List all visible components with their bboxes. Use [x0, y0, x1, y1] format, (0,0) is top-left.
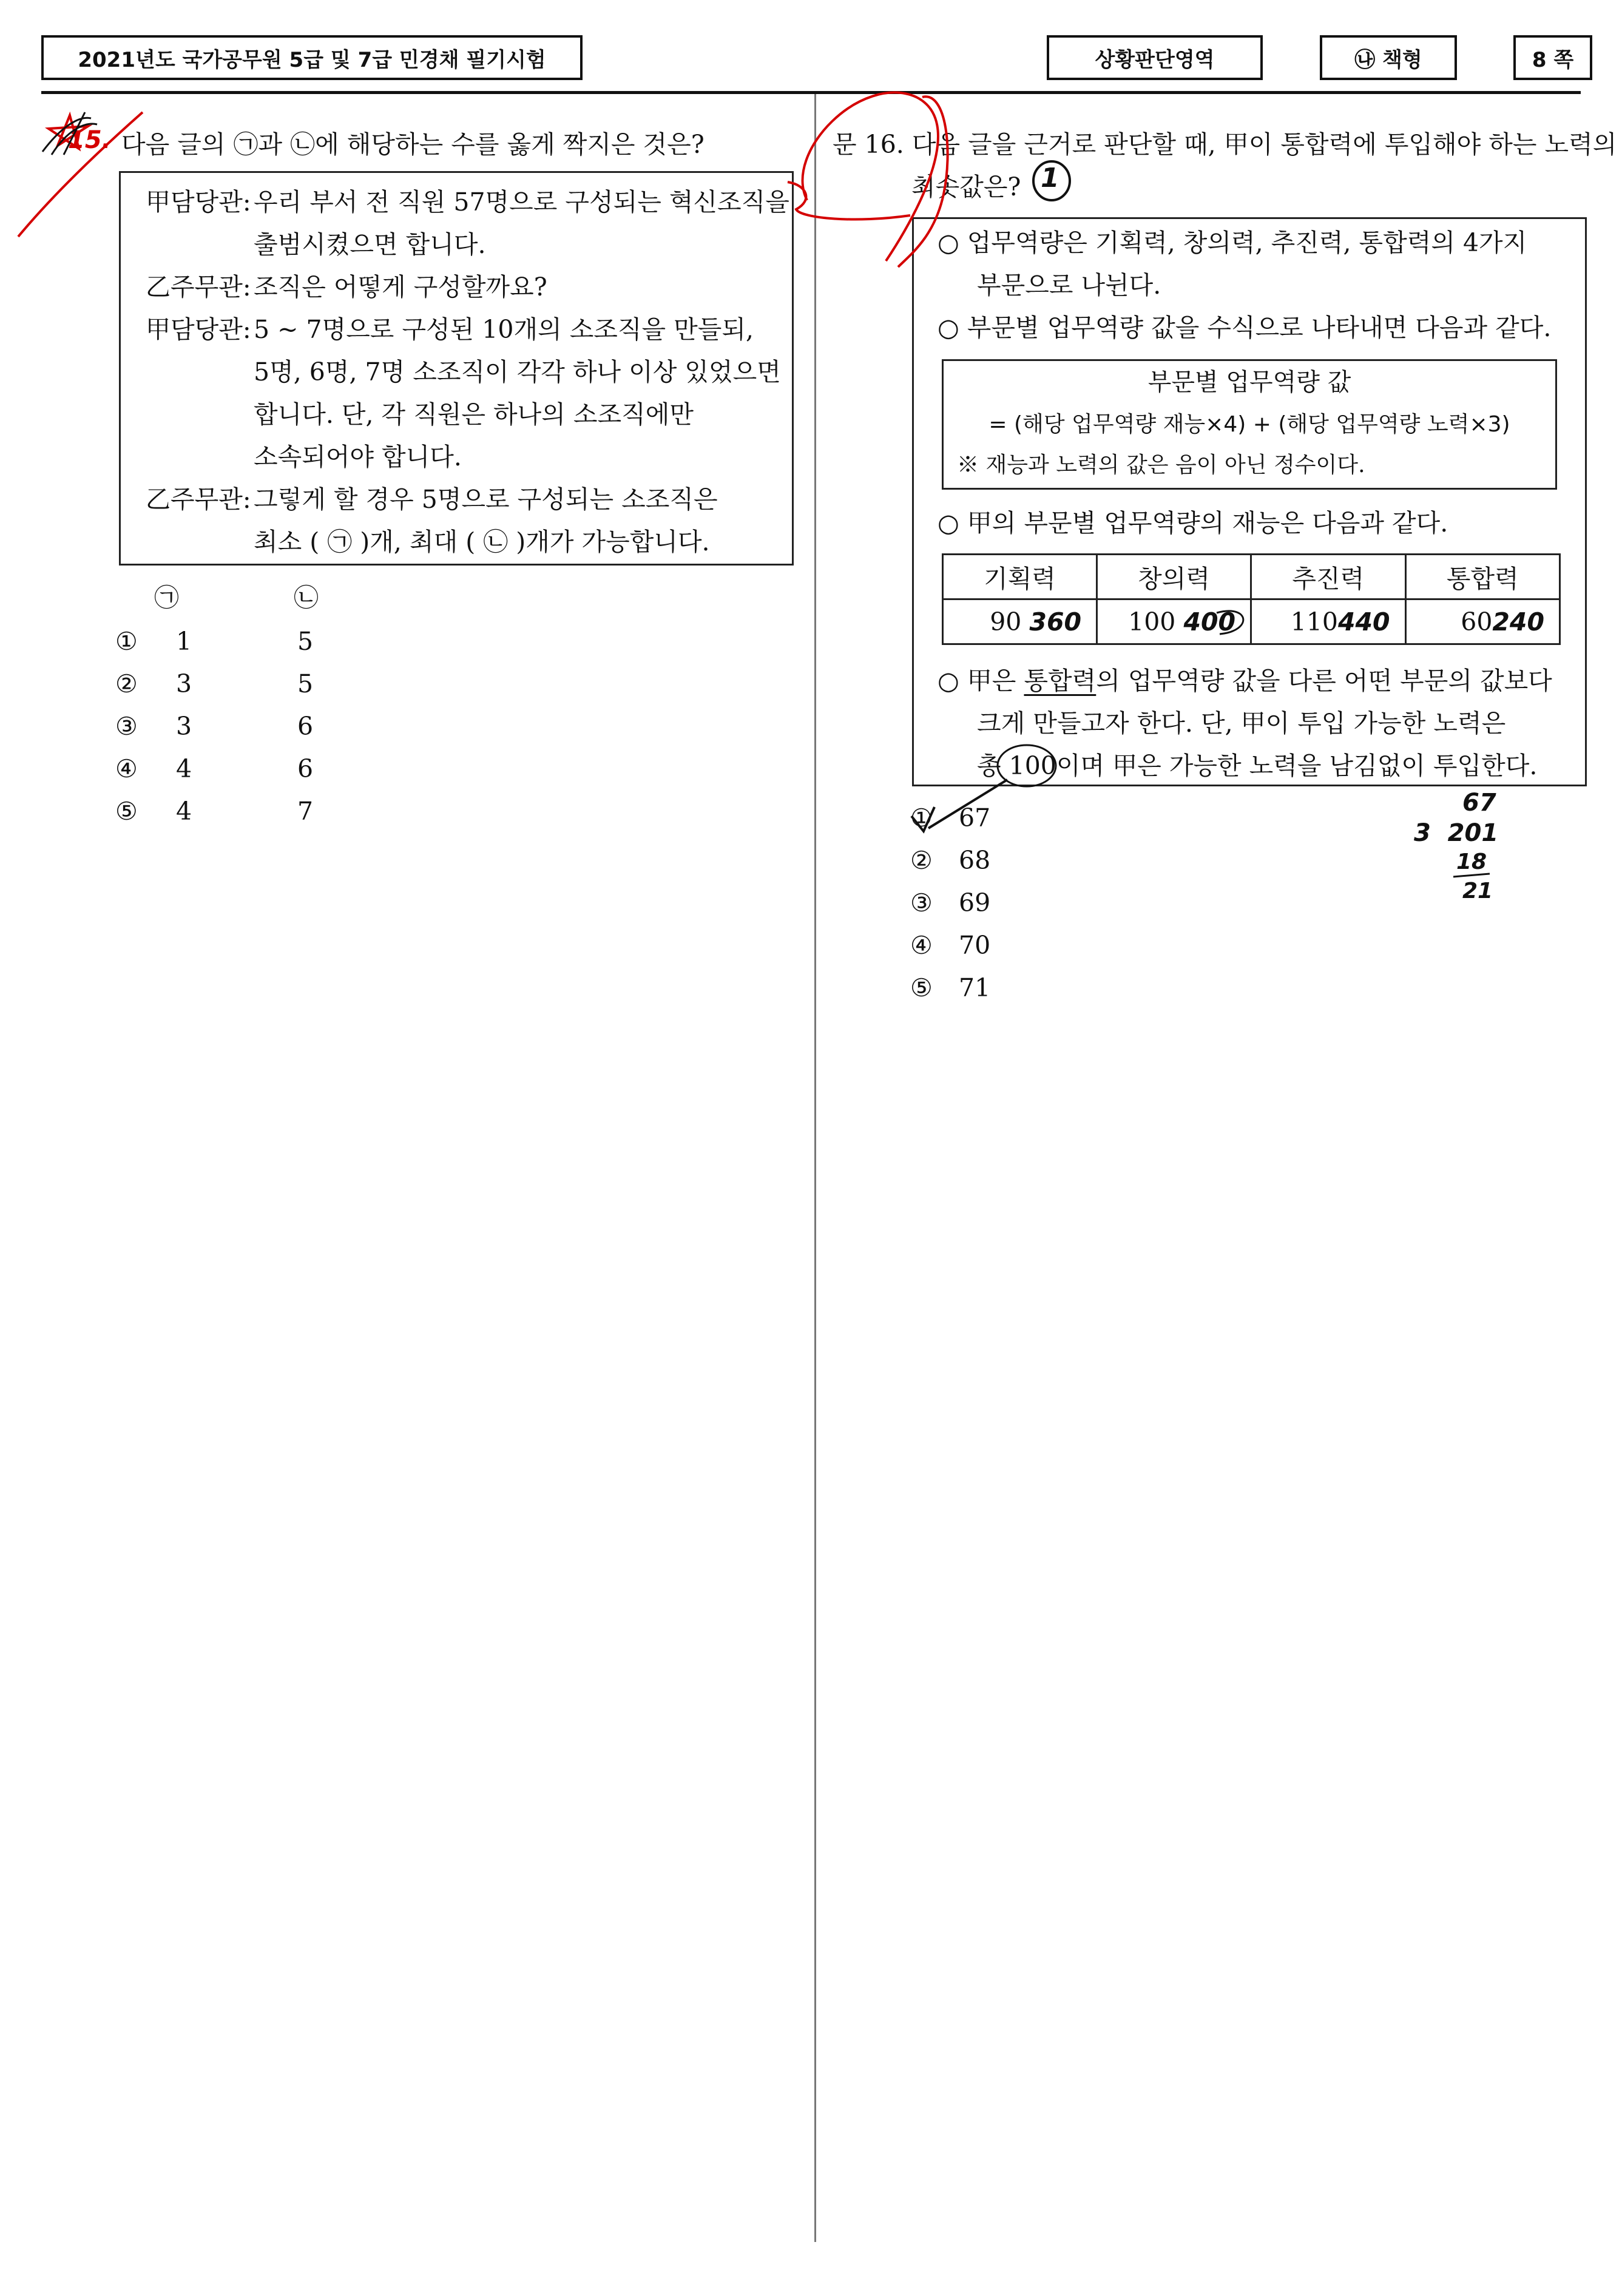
choice-value-b: 6 — [297, 754, 314, 783]
handwritten-calc: 18 — [1456, 849, 1487, 874]
handwritten-answer: 1 — [1041, 163, 1059, 194]
utterance-line: 5 ~ 7명으로 구성된 10개의 소조직을 만들되, — [254, 315, 754, 344]
answer-choice-1[interactable] — [115, 620, 313, 663]
utterance-line: 우리 부서 전 직원 57명으로 구성되는 혁신조직을 — [254, 187, 789, 217]
q16-prompt-line2: 최솟값은? — [911, 172, 1021, 201]
utterance-line: 조직은 어떻게 구성할까요? — [254, 272, 547, 302]
subject-label: 상황판단영역 — [1047, 35, 1263, 80]
table-header-cell: 추진력 — [1251, 555, 1406, 599]
handwritten-note: 360 — [1029, 607, 1082, 636]
choice-number: ② — [115, 669, 138, 698]
utterance-line: 최소 ( ㉠ )개, 최대 ( ㉡ )개가 가능합니다. — [254, 527, 710, 556]
bullet-item-cont: 부문으로 나뉜다. — [977, 271, 1161, 300]
handwritten-note: 400 — [1183, 607, 1236, 636]
booklet-type: ㉯ 책형 — [1320, 35, 1457, 80]
table-cell — [1097, 599, 1251, 644]
utterance-line: 합니다. 단, 각 직원은 하나의 소조직에만 — [254, 400, 694, 429]
answer-choice-1[interactable] — [910, 797, 990, 839]
talent-value: 60 — [1461, 607, 1493, 636]
choice-number: ⑤ — [115, 797, 138, 826]
utterance-line: 5명, 6명, 7명 소조직이 각각 하나 이상 있었으면 — [254, 357, 781, 387]
formula-note: ※ 재능과 노력의 값은 음이 아닌 정수이다. — [957, 453, 1365, 478]
q15-handwritten-number: 15. — [68, 126, 111, 154]
answer-choice-3[interactable] — [910, 882, 990, 924]
choice-value: 70 — [959, 931, 991, 960]
formula-box — [942, 359, 1557, 490]
speaker-label: 乙주무관: — [146, 485, 251, 514]
q16-prompt-line1: 문 16. 다음 글을 근거로 판단할 때, 甲이 통합력에 투입해야 하는 노력의 — [833, 130, 1617, 159]
table-row — [943, 599, 1560, 644]
column-divider — [814, 94, 816, 2242]
table-header-row — [943, 555, 1560, 599]
choice-number: ① — [910, 803, 933, 832]
choice-value-a: 4 — [176, 797, 192, 826]
choice-value-b: 5 — [297, 627, 314, 656]
talent-value: 100 — [1128, 607, 1176, 636]
choice-value: 67 — [959, 803, 991, 832]
bullet-item-cont: 총 100이며 甲은 가능한 노력을 남김없이 투입한다. — [977, 751, 1538, 780]
table-header-cell: 기획력 — [943, 555, 1097, 599]
utterance-line: 출범시켰으면 합니다. — [254, 230, 486, 259]
choice-value-b: 6 — [297, 712, 314, 741]
utterance-line: 그렇게 할 경우 5명으로 구성되는 소조직은 — [254, 485, 718, 514]
choice-value: 68 — [959, 846, 991, 875]
choice-number: ③ — [115, 712, 138, 741]
answer-choice-5[interactable] — [115, 790, 313, 832]
table-header-cell: 통합력 — [1405, 555, 1559, 599]
bullet-item-cont: 크게 만들고자 한다. 단, 甲이 투입 가능한 노력은 — [977, 709, 1506, 738]
choice-value-a: 4 — [176, 754, 192, 783]
handwritten-calc: 21 — [1462, 879, 1493, 903]
choice-number: ④ — [115, 754, 138, 783]
choice-value-b: 7 — [297, 797, 314, 826]
answer-choice-3[interactable] — [115, 705, 313, 748]
answer-choice-2[interactable] — [910, 839, 990, 882]
answer-choice-4[interactable] — [910, 924, 990, 967]
choice-header-b: ㉡ — [294, 583, 319, 612]
exam-title: 2021년도 국가공무원 5급 및 7급 민경채 필기시험 — [41, 35, 583, 80]
speaker-label: 甲담당관: — [146, 187, 251, 217]
speaker-label: 甲담당관: — [146, 315, 251, 344]
bullet-item: ○ 업무역량은 기획력, 창의력, 추진력, 통합력의 4가지 — [938, 228, 1527, 257]
handwritten-calc: 3 201 — [1414, 819, 1499, 847]
talent-value: 110 — [1290, 607, 1338, 636]
bullet-item: ○ 甲의 부문별 업무역량의 재능은 다음과 같다. — [938, 508, 1448, 538]
red-bracket-mark — [788, 182, 910, 220]
choice-number: ④ — [910, 931, 933, 960]
choice-value: 69 — [959, 888, 991, 917]
choice-value-a: 1 — [176, 627, 192, 656]
handwritten-note: 240 — [1492, 607, 1544, 636]
speaker-label: 乙주무관: — [146, 272, 251, 302]
table-cell — [943, 599, 1097, 644]
table-header-cell: 창의력 — [1097, 555, 1251, 599]
choice-number: ⑤ — [910, 973, 933, 1002]
header-rule — [41, 91, 1581, 94]
bullet-text: 의 업무역량 값을 다른 어떤 부문의 값보다 — [1096, 666, 1552, 695]
page-number: 8 쪽 — [1513, 35, 1592, 80]
choice-value-a: 3 — [176, 712, 192, 741]
choice-number: ② — [910, 846, 933, 875]
answer-choice-2[interactable] — [115, 663, 313, 705]
talent-value: 90 — [990, 607, 1022, 636]
table-cell — [1405, 599, 1559, 644]
answer-choice-5[interactable] — [910, 967, 990, 1009]
utterance-line: 소속되어야 합니다. — [254, 442, 462, 471]
choice-value-b: 5 — [297, 669, 314, 698]
bullet-item: ○ 부문별 업무역량 값을 수식으로 나타내면 다음과 같다. — [938, 313, 1552, 342]
formula-title: 부문별 업무역량 값 — [1147, 368, 1351, 396]
bullet-text: ○ 甲은 — [938, 666, 1024, 695]
talent-table — [942, 553, 1561, 645]
table-cell — [1251, 599, 1406, 644]
formula-equation: = (해당 업무역량 재능×4) + (해당 업무역량 노력×3) — [988, 412, 1510, 437]
choice-number: ③ — [910, 888, 933, 917]
q15-prompt: 다음 글의 ㉠과 ㉡에 해당하는 수를 옳게 짝지은 것은? — [121, 130, 705, 159]
underlined-term: 통합력 — [1024, 666, 1097, 695]
handwritten-note: 440 — [1338, 607, 1390, 636]
choice-header-a: ㉠ — [154, 583, 179, 612]
handwritten-calc: 67 — [1462, 789, 1496, 817]
choice-number: ① — [115, 627, 138, 656]
answer-choice-4[interactable] — [115, 748, 313, 790]
choice-value-a: 3 — [176, 669, 192, 698]
bullet-item — [938, 660, 1559, 702]
choice-value: 71 — [959, 973, 991, 1002]
